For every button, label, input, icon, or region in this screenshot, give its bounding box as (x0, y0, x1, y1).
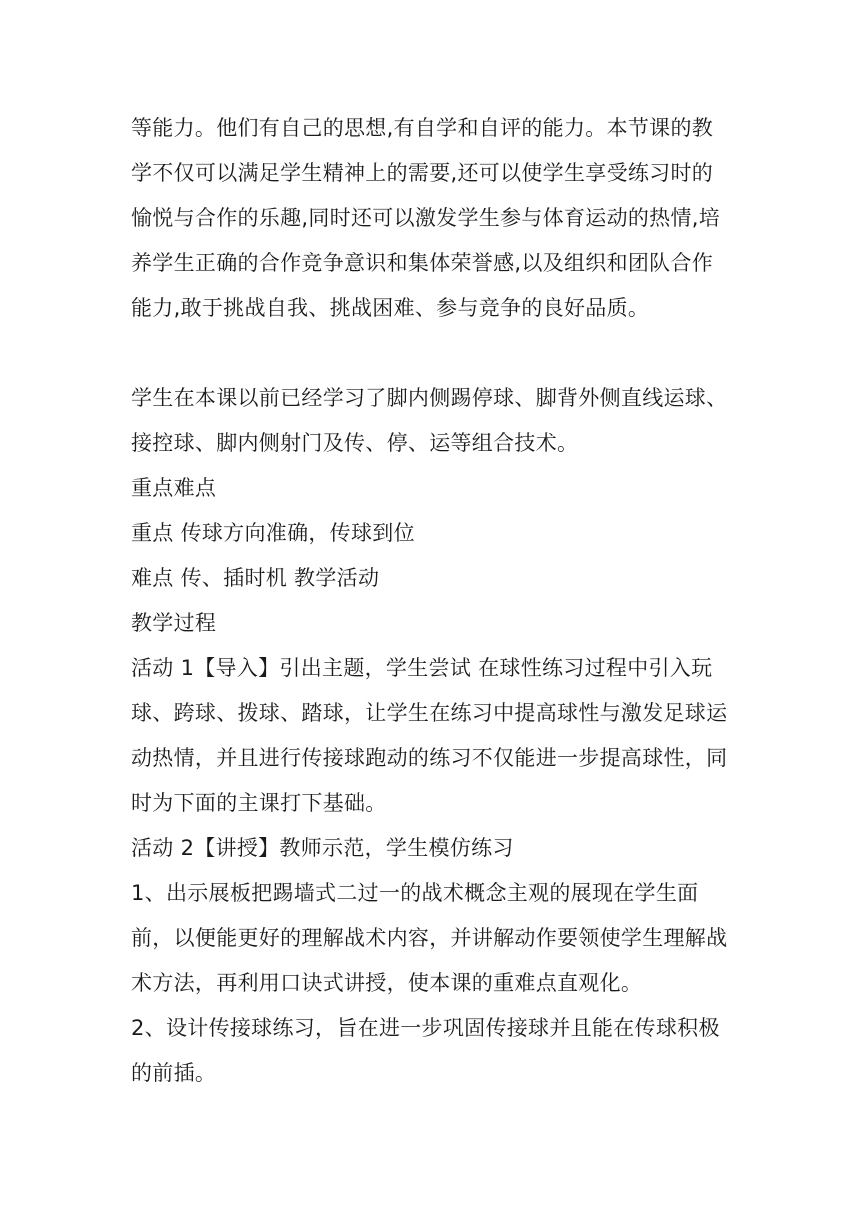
text-line: 能力,敢于挑战自我、挑战困难、参与竞争的良好品质。 (131, 296, 650, 320)
text-line: 活动 2【讲授】教师示范，学生模仿练习 (131, 836, 514, 860)
text-line: 时为下面的主课打下基础。 (131, 791, 387, 815)
text-line: 接控球、脚内侧射门及传、停、运等组合技术。 (131, 431, 579, 455)
text-line: 球、跨球、拨球、踏球，让学生在练习中提高球性与激发足球运 (131, 701, 728, 725)
section-heading: 教学过程 (131, 611, 217, 635)
text-line: 活动 1【导入】引出主题，学生尝试 在球性练习过程中引入玩 (131, 656, 713, 680)
text-line: 养学生正确的合作竞争意识和集体荣誉感,以及组织和团队合作 (131, 251, 714, 275)
text-line: 术方法，再利用口诀式讲授，使本课的重难点直观化。 (131, 971, 643, 995)
text-line: 难点 传、插时机 教学活动 (131, 566, 380, 590)
text-line: 重点 传球方向准确，传球到位 (131, 521, 415, 545)
text-line: 2、设计传接球练习，旨在进一步巩固传接球并且能在传球积极 (131, 1016, 720, 1040)
text-line: 前，以便能更好的理解战术内容，并讲解动作要领使学生理解战 (131, 926, 728, 950)
text-line: 愉悦与合作的乐趣,同时还可以激发学生参与体育运动的热情,培 (131, 206, 721, 230)
section-heading: 重点难点 (131, 476, 217, 500)
text-line: 学不仅可以满足学生精神上的需要,还可以使学生享受练习时的 (131, 161, 714, 185)
text-line: 1、出示展板把踢墙式二过一的战术概念主观的展现在学生面 (131, 881, 699, 905)
text-line: 的前插。 (131, 1061, 217, 1085)
text-line: 学生在本课以前已经学习了脚内侧踢停球、脚背外侧直线运球、 (131, 386, 728, 410)
text-line: 等能力。他们有自己的思想,有自学和自评的能力。本节课的教 (131, 116, 714, 140)
text-line: 动热情，并且进行传接球跑动的练习不仅能进一步提高球性，同 (131, 746, 728, 770)
